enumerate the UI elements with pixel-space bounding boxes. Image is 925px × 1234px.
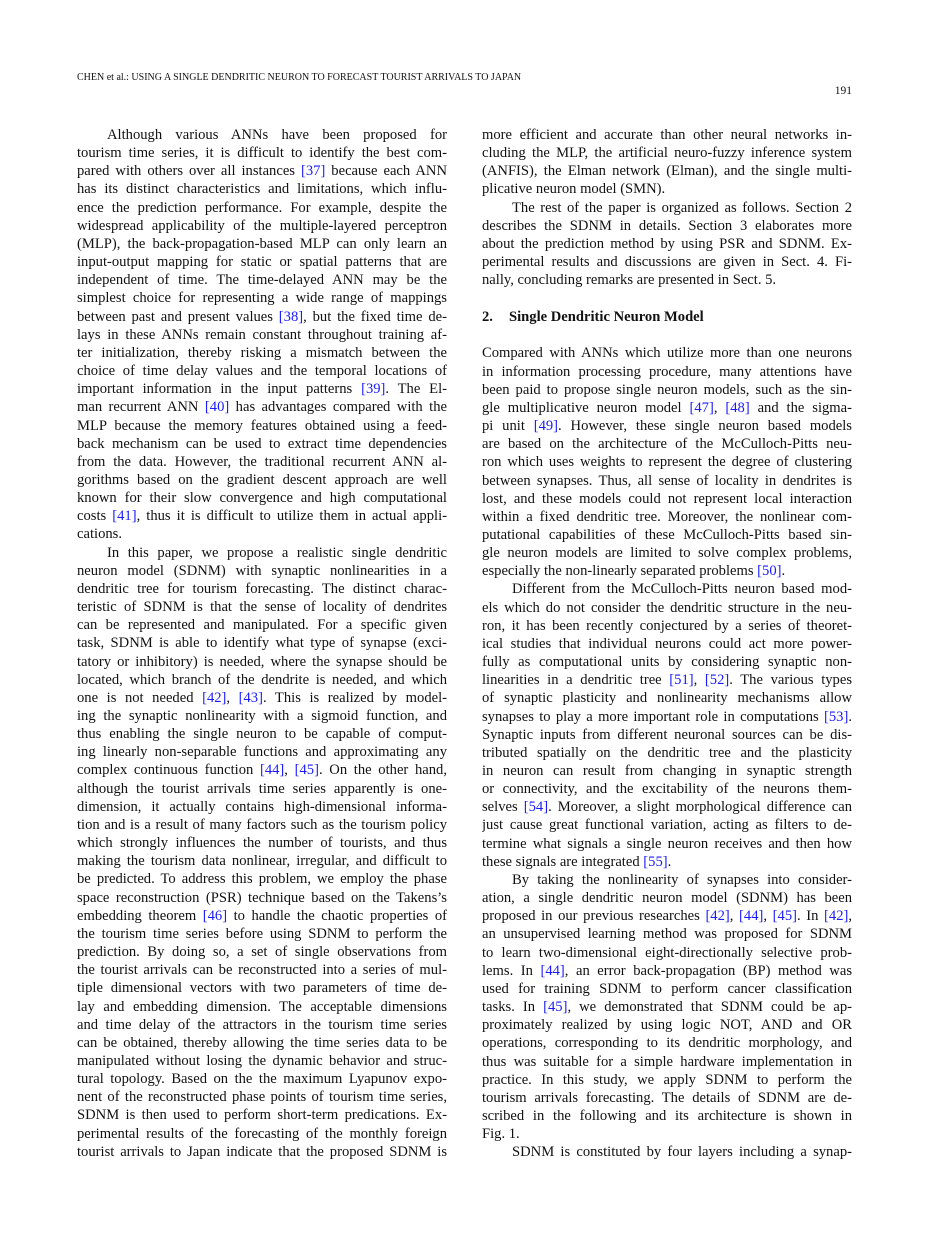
- text-line: Synaptic inputs from different neuronal sources can be dis-: [482, 726, 852, 743]
- text-line: nent of the reconstructed phase points of tourism time series,: [77, 1089, 447, 1106]
- text-line: perimental results of the forecasting of the monthly foreign: [77, 1125, 447, 1142]
- text-line: task, SDNM is able to identify what type of synapse (exci-: [77, 635, 447, 652]
- text-line: more efficient and accurate than other neural networks in-: [482, 127, 852, 143]
- citation-link[interactable]: [42]: [202, 689, 227, 706]
- section-number: 2.: [482, 309, 493, 326]
- citation-link[interactable]: [46]: [202, 907, 228, 924]
- paragraph: [77, 126, 447, 544]
- citation-link[interactable]: [44]: [259, 762, 285, 779]
- citation-link[interactable]: [39]: [361, 381, 386, 398]
- text-line: tion and is a result of many factors such as the tourism policy: [77, 816, 447, 833]
- text-line: these signals are integrated [55].: [482, 853, 672, 870]
- citation-link[interactable]: [55]: [643, 853, 668, 870]
- text-line: thus was suitable for a simple hardware implementation in: [482, 1053, 852, 1070]
- text-line: proposed in our previous researches [42], [44], [45]. In [42],: [482, 908, 852, 925]
- paragraph: [482, 126, 852, 199]
- citation-link[interactable]: [42]: [824, 908, 849, 925]
- text-line: ation, a single dendritic neuron model (SDNM) has been: [482, 890, 852, 907]
- citation-link[interactable]: [44]: [540, 962, 565, 979]
- text-line: els which do not consider the dendritic structure in the neu-: [482, 599, 852, 616]
- text-line: can be obtained, thereby allowing the time series data to be: [77, 1034, 447, 1051]
- text-line: dendritic tree for tourism forecasting. The distinct charac-: [77, 580, 447, 597]
- text-line: gorithms based on the gradient descent approach are well: [77, 471, 447, 488]
- text-line: known for their slow convergence and high computational: [77, 490, 447, 507]
- text-line: tatory or inhibitory) is needed, where the synapse should be: [77, 653, 447, 670]
- text-line: termine what signals a single neuron receives and then how: [482, 835, 852, 852]
- text-line: used for training SDNM to perform cancer classification: [482, 980, 852, 997]
- text-line: about the prediction method by using PSR and SDNM. Ex-: [482, 235, 852, 252]
- text-line: fully as computational units by considering synaptic non-: [482, 654, 852, 671]
- text-line: SDNM is then used to perform short-term predications. Ex-: [77, 1107, 447, 1124]
- citation-link[interactable]: [41]: [112, 508, 137, 525]
- page-number: 191: [834, 85, 852, 97]
- text-line: the tourism time series before using SDNM to perform the: [77, 925, 447, 942]
- text-line: selves [54]. Moreover, a slight morphological difference can: [482, 799, 852, 816]
- text-line: operations, corresponding to its dendritic morphology, and: [482, 1035, 852, 1052]
- text-line: ing the synaptic nonlinearity with a sigmoid function, and: [77, 708, 447, 724]
- text-line: ing linearly non-separable functions and approximating any: [77, 744, 447, 761]
- text-line: cluding the MLP, the artificial neuro-fuzzy inference system: [482, 145, 852, 162]
- text-line: In this paper, we propose a realistic single dendritic: [107, 544, 447, 561]
- text-line: linearities in a dendritic tree [51], [52]. The various types: [482, 672, 852, 689]
- text-line: cations.: [77, 526, 122, 543]
- text-line: in neuron can result from changing in synaptic strength: [482, 763, 852, 779]
- text-line: thus enabling the single neuron to be capable of comput-: [77, 726, 447, 743]
- text-line: plicative neuron model (SMN).: [482, 181, 666, 198]
- right-column: [482, 126, 852, 1161]
- text-line: lay and embedding dimension. The acceptable dimensions: [77, 998, 447, 1015]
- text-line: Although various ANNs have been proposed for: [107, 127, 447, 143]
- text-line: be predicted. To address this problem, we employ the phase: [77, 871, 447, 888]
- section-heading: [482, 308, 852, 326]
- text-line: the tourist arrivals can be reconstructed into a series of mul-: [77, 962, 447, 979]
- text-line: back mechanism can be used to extract time dependencies: [77, 435, 447, 452]
- citation-link[interactable]: [45]: [772, 908, 797, 925]
- text-line: By taking the nonlinearity of synapses into consider-: [512, 871, 852, 888]
- text-line: to learn two-dimensional eight-directionally selective prob-: [482, 944, 852, 961]
- text-line: just cause great functional variation, acting as filters to de-: [482, 817, 852, 834]
- citation-link[interactable]: [40]: [204, 399, 230, 416]
- text-line: manipulated without losing the dynamic behavior and struc-: [77, 1052, 447, 1069]
- text-line: Compared with ANNs which utilize more than one neurons: [482, 345, 852, 362]
- text-line: in information processing procedure, many attentions have: [482, 363, 852, 380]
- citation-link[interactable]: [51]: [669, 672, 694, 689]
- text-line: tourism arrivals forecasting. The details of SDNM are de-: [482, 1089, 852, 1106]
- text-line: man recurrent ANN [40] has advantages compared with the: [77, 399, 447, 416]
- citation-link[interactable]: [37]: [300, 163, 326, 180]
- citation-link[interactable]: [50]: [757, 563, 782, 580]
- citation-link[interactable]: [43]: [238, 689, 263, 706]
- text-line: making the tourism data nonlinear, irregular, and difficult to: [77, 853, 447, 870]
- text-line: costs [41], thus it is difficult to utilize them in actual appli-: [77, 508, 447, 525]
- citation-link[interactable]: [52]: [704, 672, 730, 689]
- text-line: can be represented and manipulated. For a specific given: [77, 617, 447, 634]
- text-line: Different from the McCulloch-Pitts neuron based mod-: [512, 581, 852, 598]
- text-line: located, which branch of the dendrite is needed, and which: [77, 671, 447, 688]
- citation-link[interactable]: [42]: [705, 908, 730, 925]
- text-line: choice of time delay values and the temporal locations of: [77, 363, 447, 380]
- text-line: nally, concluding remarks are presented in Sect. 5.: [482, 272, 777, 289]
- text-line: ter initialization, thereby risking a mismatch between the: [77, 344, 447, 361]
- text-line: pared with others over all instances [37] because each ANN: [77, 163, 447, 180]
- paragraph: [77, 544, 447, 1161]
- citation-link[interactable]: [44]: [739, 908, 764, 925]
- text-line: teristic of SDNM is that the sense of locality of dendrites: [77, 599, 447, 616]
- citation-link[interactable]: [47]: [689, 399, 714, 416]
- citation-link[interactable]: [53]: [824, 708, 849, 725]
- text-line: independent of time. The time-delayed ANN may be the: [77, 272, 447, 289]
- text-line: perimental results and discussions are given in Sect. 4. Fi-: [482, 254, 852, 271]
- text-line: describes the SDNM in details. Section 3 elaborates more: [482, 217, 852, 234]
- text-line: SDNM is constituted by four layers including a synap-: [512, 1144, 852, 1161]
- text-line: (MLP), the back-propagation-based MLP can only learn an: [77, 235, 447, 252]
- paragraph: [482, 344, 852, 580]
- text-line: synapses to play a more important role in computations [53].: [482, 708, 852, 725]
- text-line: neuron model (SDNM) with synaptic nonlinearities in a: [77, 562, 447, 579]
- text-line: dimension, it actually contains high-dimensional informa-: [77, 798, 447, 815]
- text-line: important information in the input patterns [39]. The El-: [77, 381, 447, 398]
- citation-link[interactable]: [54]: [523, 799, 549, 816]
- text-line: although the tourist arrivals time series apparently is one-: [77, 780, 447, 797]
- text-line: ence the prediction performance. For example, despite the: [77, 199, 447, 216]
- text-line: tural topology. Based on the the maximum Lyapunov expo-: [77, 1071, 447, 1088]
- text-line: practice. In this study, we apply SDNM to perform the: [482, 1071, 852, 1088]
- citation-link[interactable]: [45]: [543, 999, 568, 1016]
- text-line: widespread applicability of the multiple-layered perceptron: [77, 217, 447, 234]
- text-line: within a fixed dendritic tree. Moreover, the nonlinear com-: [482, 508, 852, 525]
- text-line: (ANFIS), the Elman network (Elman), and the single multi-: [482, 163, 852, 180]
- text-line: proximately realized by using logic NOT, AND and OR: [482, 1017, 852, 1034]
- text-line: MLP because the memory features obtained using a feed-: [77, 417, 447, 434]
- text-line: putational capabilities of these McCulloch-Pitts based sin-: [482, 526, 852, 543]
- text-line: tourism time series, it is difficult to identify the best com-: [77, 145, 447, 162]
- text-line: gle neuron models are limited to solve complex problems,: [482, 545, 852, 562]
- text-line: prediction. By doing so, a set of single observations from: [77, 944, 447, 961]
- text-line: tasks. In [45], we demonstrated that SDNM could be ap-: [482, 999, 852, 1016]
- text-line: tiple dimensional vectors with two parameters of time de-: [77, 980, 447, 997]
- text-line: from the data. However, the traditional recurrent ANN al-: [77, 453, 447, 470]
- text-line: lays in these ANNs remain constant throughout training af-: [77, 326, 447, 343]
- text-line: gle multiplicative neuron model [47], [48] and the sigma-: [482, 399, 852, 416]
- citation-link[interactable]: [45]: [294, 762, 319, 779]
- text-line: or connectivity, and the excitability of the neurons them-: [482, 781, 852, 798]
- citation-link[interactable]: [49]: [533, 418, 559, 435]
- section-title: Single Dendritic Neuron Model: [509, 309, 704, 326]
- text-line: lost, and these models could not represent local interaction: [482, 490, 852, 507]
- text-line: between synapses. Thus, all sense of locality in dendrites is: [482, 472, 852, 489]
- text-line: pi unit [49]. However, these single neuron based models: [482, 418, 852, 435]
- text-line: between past and present values [38], but the fixed time de-: [77, 308, 447, 325]
- text-line: Fig. 1.: [482, 1126, 520, 1143]
- left-column: [77, 126, 447, 1161]
- text-line: space reconstruction (PSR) technique based on the Takens’s: [77, 889, 447, 906]
- text-line: one is not needed [42], [43]. This is realized by model-: [77, 689, 447, 706]
- paragraph: [482, 199, 852, 290]
- text-line: ron, it has been recently conjectured by a series of theoret-: [482, 617, 852, 634]
- text-line: embedding theorem [46] to handle the chaotic properties of: [77, 907, 447, 924]
- text-line: has its distinct characteristics and limitations, which influ-: [77, 181, 447, 198]
- citation-link[interactable]: [38]: [278, 308, 304, 325]
- text-line: ical studies that individual neurons could act more power-: [482, 635, 852, 652]
- running-head: CHEN et al.: USING A SINGLE DENDRITIC NEURON TO FORECAST TOURIST ARRIVALS TO JAPAN: [77, 72, 522, 83]
- text-line: lems. In [44], an error back-propagation (BP) method was: [482, 962, 852, 979]
- text-line: complex continuous function [44], [45]. On the other hand,: [77, 762, 447, 779]
- text-line: are based on the architecture of the McCulloch-Pitts neu-: [482, 436, 852, 453]
- paragraph: [482, 580, 852, 871]
- citation-link[interactable]: [48]: [725, 399, 750, 416]
- paragraph: [482, 1143, 852, 1161]
- text-line: of synaptic plasticity and nonlinearity mechanisms allow: [482, 690, 852, 707]
- text-line: simplest choice for representing a wide range of mappings: [77, 290, 447, 307]
- text-line: tourist arrivals to Japan indicate that the proposed SDNM is: [77, 1143, 447, 1160]
- text-line: especially the non-linearly separated problems [50].: [482, 563, 786, 580]
- text-line: which strongly influences the number of tourists, and thus: [77, 835, 447, 852]
- text-line: tributed spatially on the dendritic tree and the plasticity: [482, 744, 852, 761]
- text-line: been paid to propose single neuron models, such as the sin-: [482, 381, 852, 398]
- text-line: input-output mapping for static or spatial patterns that are: [77, 254, 447, 271]
- text-line: scribed in the following and its architecture is shown in: [482, 1107, 852, 1124]
- paragraph: [482, 871, 852, 1143]
- text-line: ron which uses weights to represent the degree of clustering: [482, 454, 852, 471]
- text-line: an unsupervised learning method was proposed for SDNM: [482, 926, 852, 943]
- text-line: The rest of the paper is organized as follows. Section 2: [512, 199, 852, 216]
- text-line: and time delay of the attractors in the tourism time series: [77, 1016, 447, 1033]
